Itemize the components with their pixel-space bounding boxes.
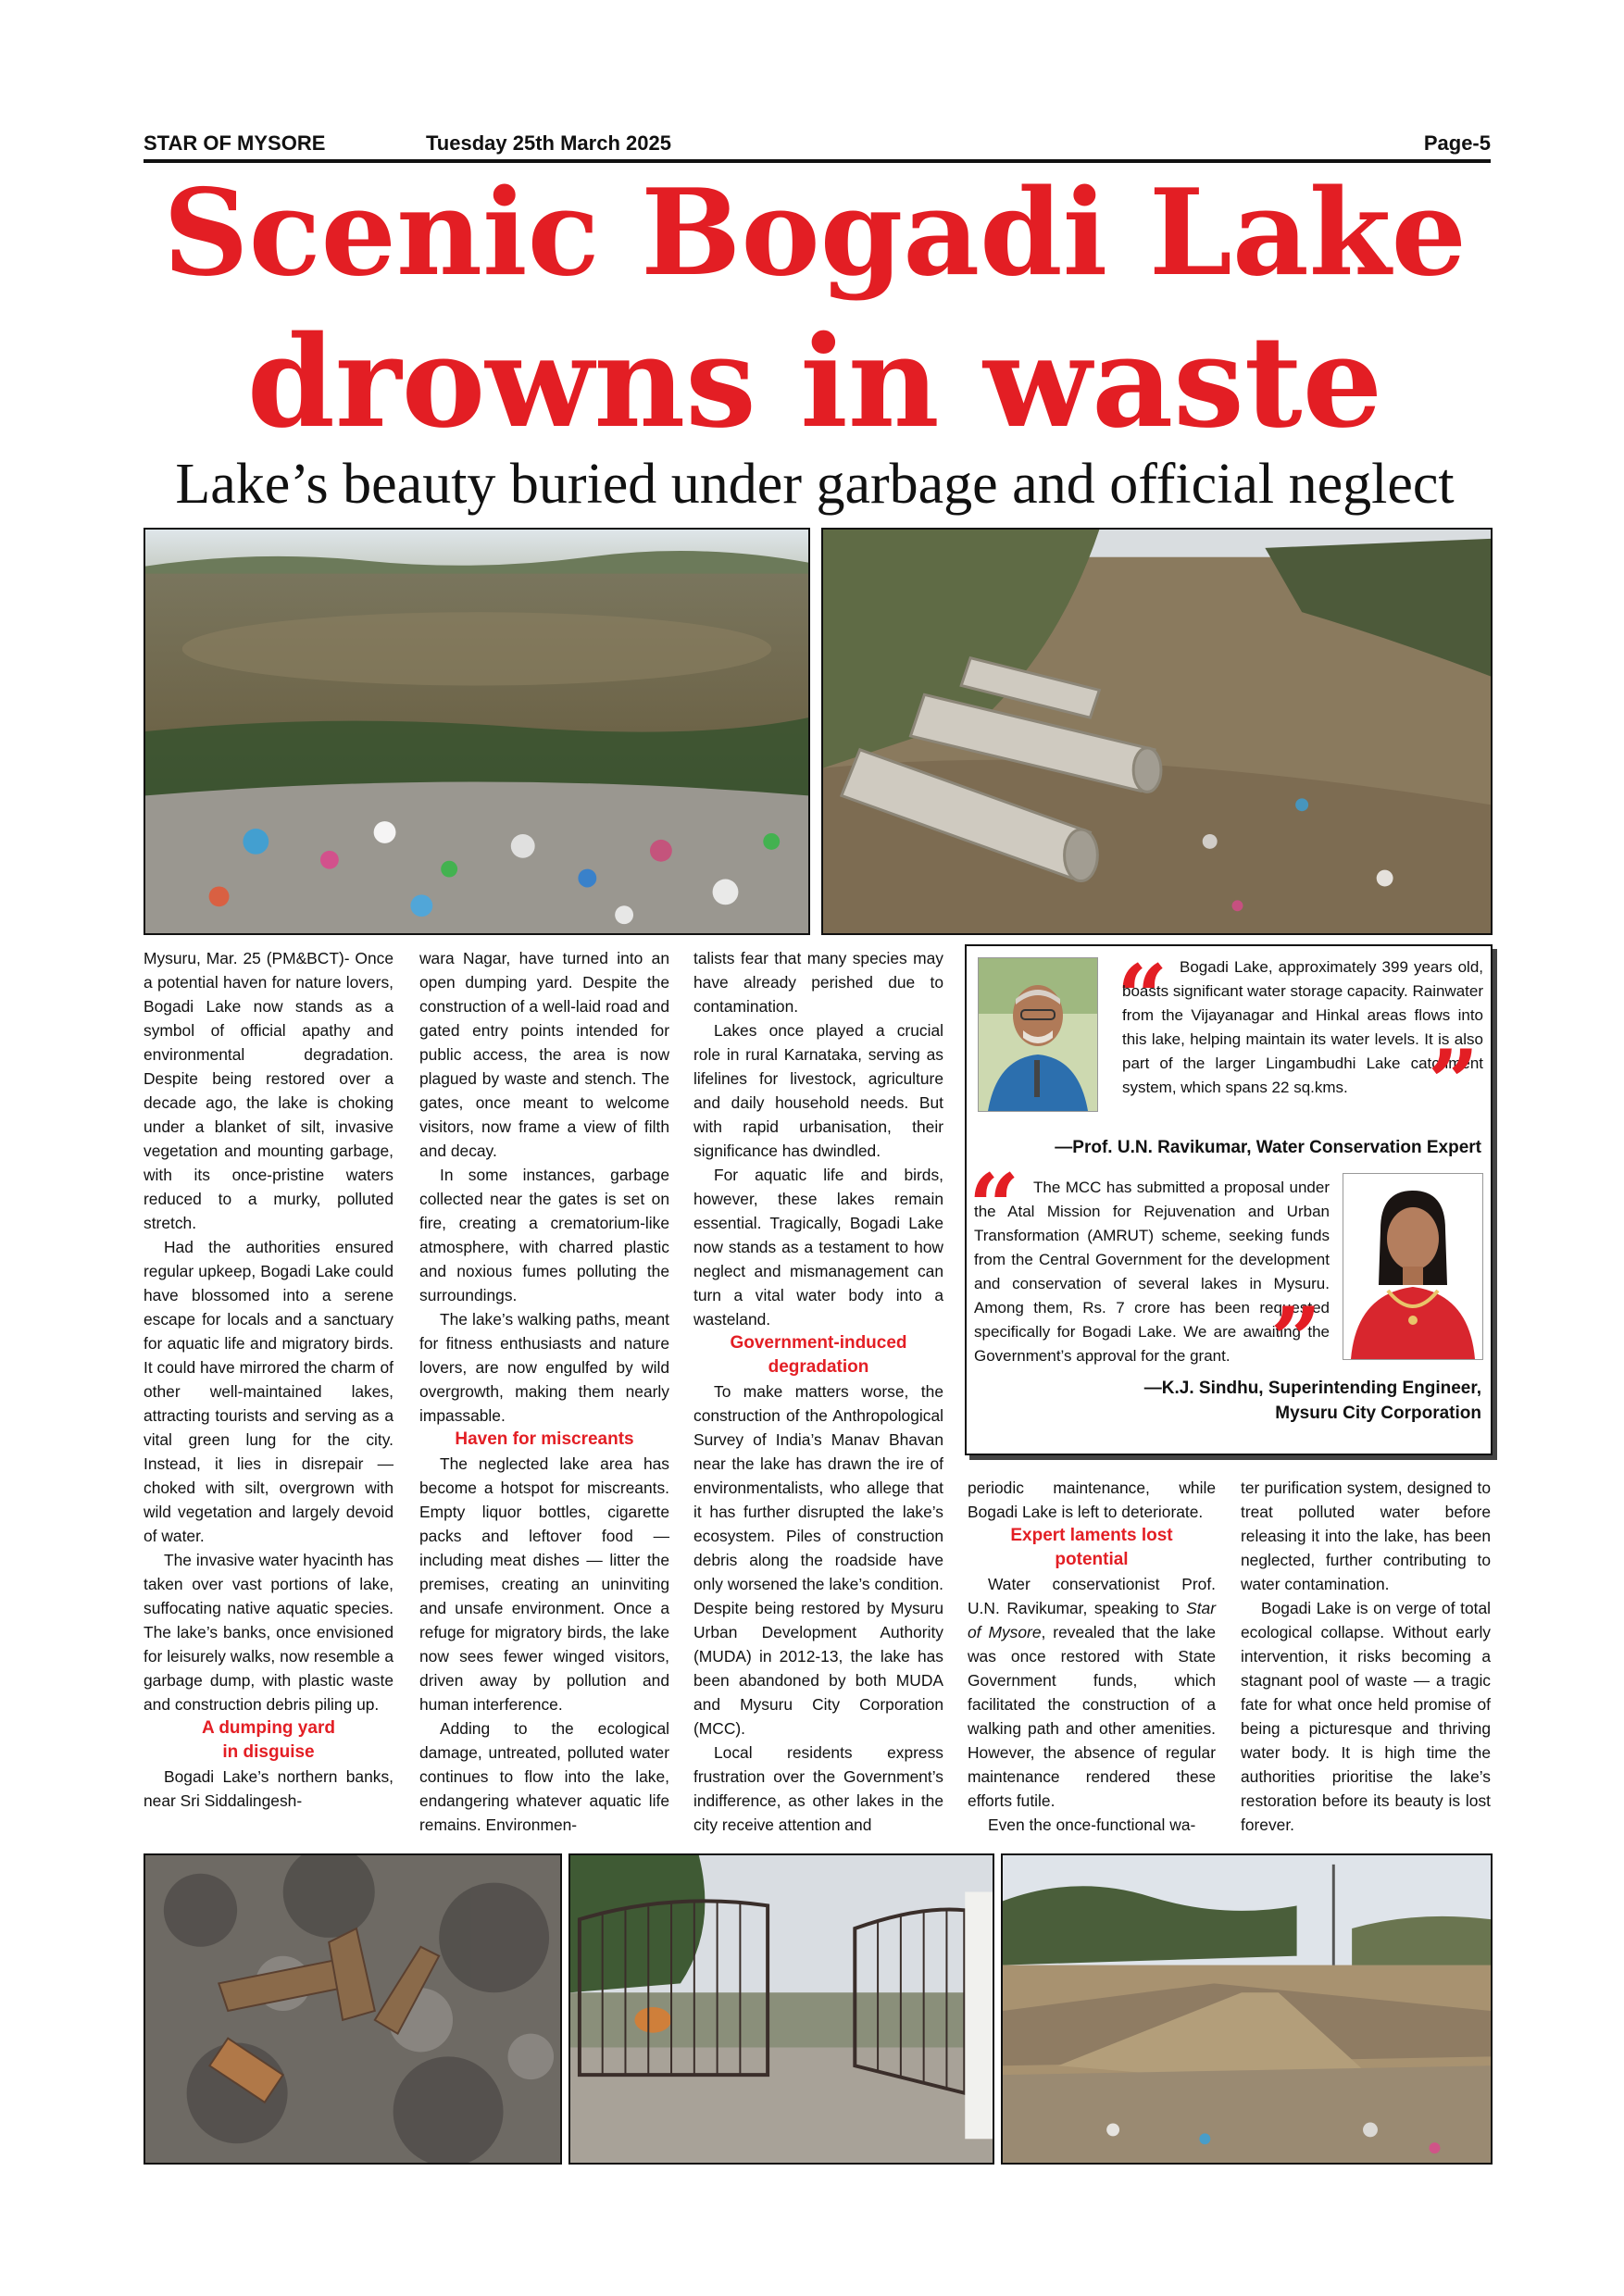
photo-liquor-bottles [144,1853,562,2165]
article-para: Lakes once played a crucial role in rural Karnataka, serving as lifelines for livestock, agriculture and daily household needs. But with rapid urbanisation, their significance has dwindled. [693,1021,943,1160]
article-para: Bogadi Lake’s northern banks, near Sri Siddalingesh- [144,1767,394,1810]
article-para: Local residents express frustration over the Government’s indifference, as other lakes in the city receive attention and [693,1743,943,1834]
article-para: talists fear that many species may have already perished due to contamination. [693,949,943,1016]
article-para: To make matters worse, the construction of the Anthropological Survey of India’s Manav Bhavan near the lake has drawn the ire of environmentalists, who allege that it has further disrupted the lake’s ecosystem. Piles of construction debris along the roadside have only worsened the lake’s condition. Despite being restored by Mysuru Urban Development Authority (MUDA) in 2012-13, the lake has been abandoned by both MUDA and Mysuru City Corporation (MCC). [693,1382,943,1738]
article-column-4 [968,1476,1216,1837]
photo-dry-channel [1001,1853,1493,2165]
close-quote-mark: ” [1270,1288,1322,1392]
article-para: ter purification system, designed to treat polluted water before releasing it into the lake, has been neglected, further contributing to water contamination. [1241,1479,1491,1593]
section-heading: Government-induced degradation [730,1333,907,1377]
article-para: Mysuru, Mar. 25 (PM&BCT)- Once a potential haven for nature lovers, Bogadi Lake now stands as a symbol of official apathy and environmental degradation. Despite being restored over a decade ago, the lake is choking under a blanket of silt, invasive vegetation and mounting garbage, with its once-pristine waters reduced to a murky, polluted stretch. [144,949,394,1232]
article-para: For aquatic life and birds, however, these lakes remain essential. Tragically, Bogadi Lake now stands as a testament to how neglect and mismanagement can turn a vital water body into a wasteland. [693,1166,943,1329]
article-para: The neglected lake area has become a hotspot for miscreants. Empty liquor bottles, cigarette packs and leftover food — including meat dishes — litter the premises, creating an uninviting and unsafe environment. Once a refuge for migratory birds, the lake now sees fewer winged visitors, driven away by pollution and human interference. [419,1454,669,1714]
paper-name: STAR OF MYSORE [144,131,326,155]
headline-line-2: drowns in waste [246,308,1383,456]
article-para: periodic maintenance, while Bogadi Lake is left to deteriorate. [968,1479,1216,1521]
issue-date: Tuesday 25th March 2025 [426,131,671,155]
portrait-ravikumar [978,957,1098,1112]
masthead-rule [144,159,1491,163]
open-quote-mark: “ [1117,945,1168,1050]
photo-pipes-on-bank [821,528,1493,935]
quote-1-attribution: —Prof. U.N. Ravikumar, Water Conservation Expert [1055,1138,1481,1157]
quote-2-text: The MCC has submitted a proposal under the Atal Mission for Rejuvenation and Urban Transformation (AMRUT) scheme, seeking funds from the Central Government for the development and conservation of several lakes in Mysuru. Among them, Rs. 7 crore has been requested specifically for Bogadi Lake. We are awaiting the Government’s approval for the grant. [974,1179,1330,1365]
section-heading: A dumping yard in disguise [202,1718,335,1762]
article-column-3 [693,946,943,1837]
article-para: Adding to the ecological damage, untreated, polluted water continues to flow into the lake, endangering whatever aquatic life remains. Environmen- [419,1719,669,1834]
page-number: Page-5 [1423,131,1491,155]
article-column-5 [1241,1476,1491,1837]
quote-1-text: Bogadi Lake, approximately 399 years old, boasts significant water storage capacity. Rainwater from the Vijayanagar and Hinkal areas flows into this lake, helping maintain its water levels. It is also part of the larger Lingambudhi Lake catchment system, which spans 22 sq.kms. [1122,958,1483,1096]
portrait-sindhu [1343,1173,1483,1360]
open-quote-mark: “ [968,1154,1020,1259]
quote-box [965,944,1493,1455]
headline-line-1: Scenic Bogadi Lake [163,164,1467,303]
quote-2-attribution: —K.J. Sindhu, Superintending Engineer, Mysuru City Corporation [1143,1379,1481,1423]
article-para: Bogadi Lake is on verge of total ecological collapse. Without early intervention, it risks becoming a stagnant pool of waste — a tragic fate for what once held promise of being a picturesque and thriving water body. It is high time the authorities prioritise the lake’s restoration before its beauty is lost forever. [1241,1599,1491,1834]
subheadline: Lake’s beauty buried under garbage and official neglect [175,453,1455,516]
article-para: Water conservationist Prof. U.N. Ravikumar, speaking to Star of Mysore, revealed that the lake was once restored with State Government funds, which facilitated the construction of a walking path and other amenities. However, the absence of regular maintenance rendered these efforts futile. [968,1575,1217,1810]
article-para: The lake’s walking paths, meant for fitness enthusiasts and nature lovers, are now engulfed by wild overgrowth, making them nearly impassable. [419,1310,669,1425]
photo-gated-entry [568,1853,994,2165]
article-para: In some instances, garbage collected near the gates is set on fire, creating a crematorium-like atmosphere, with charred plastic and noxious fumes polluting the surroundings. [419,1166,669,1304]
article-column-1 [144,946,394,1813]
article-para: Even the once-functional wa- [988,1816,1196,1834]
article-para: wara Nagar, have turned into an open dumping yard. Despite the construction of a well-laid road and gated entry points intended for public access, the area is now plagued by waste and stench. The gates, once meant to welcome visitors, now frame a view of filth and decay. [419,949,669,1160]
section-heading: Haven for miscreants [455,1429,634,1449]
photo-lake-garbage [144,528,810,935]
article-para: The invasive water hyacinth has taken over vast portions of lake, suffocating native aquatic species. The lake’s banks, once envisioned for leisurely walks, now resemble a garbage dump, with plastic waste and construction debris piling up. [144,1551,394,1714]
close-quote-mark: ” [1428,1030,1480,1135]
article-column-2 [419,946,669,1837]
section-heading: Expert laments lost potential [1010,1526,1173,1569]
article-para: Had the authorities ensured regular upkeep, Bogadi Lake could have blossomed into a serene escape for locals and a sanctuary for aquatic life and migratory birds. It could have mirrored the charm of other well-maintained lakes, attracting tourists and serving as a vital green lung for the city. Instead, it lies in disrepair — choked with silt, overgrown with wild vegetation and largely devoid of water. [144,1238,394,1545]
